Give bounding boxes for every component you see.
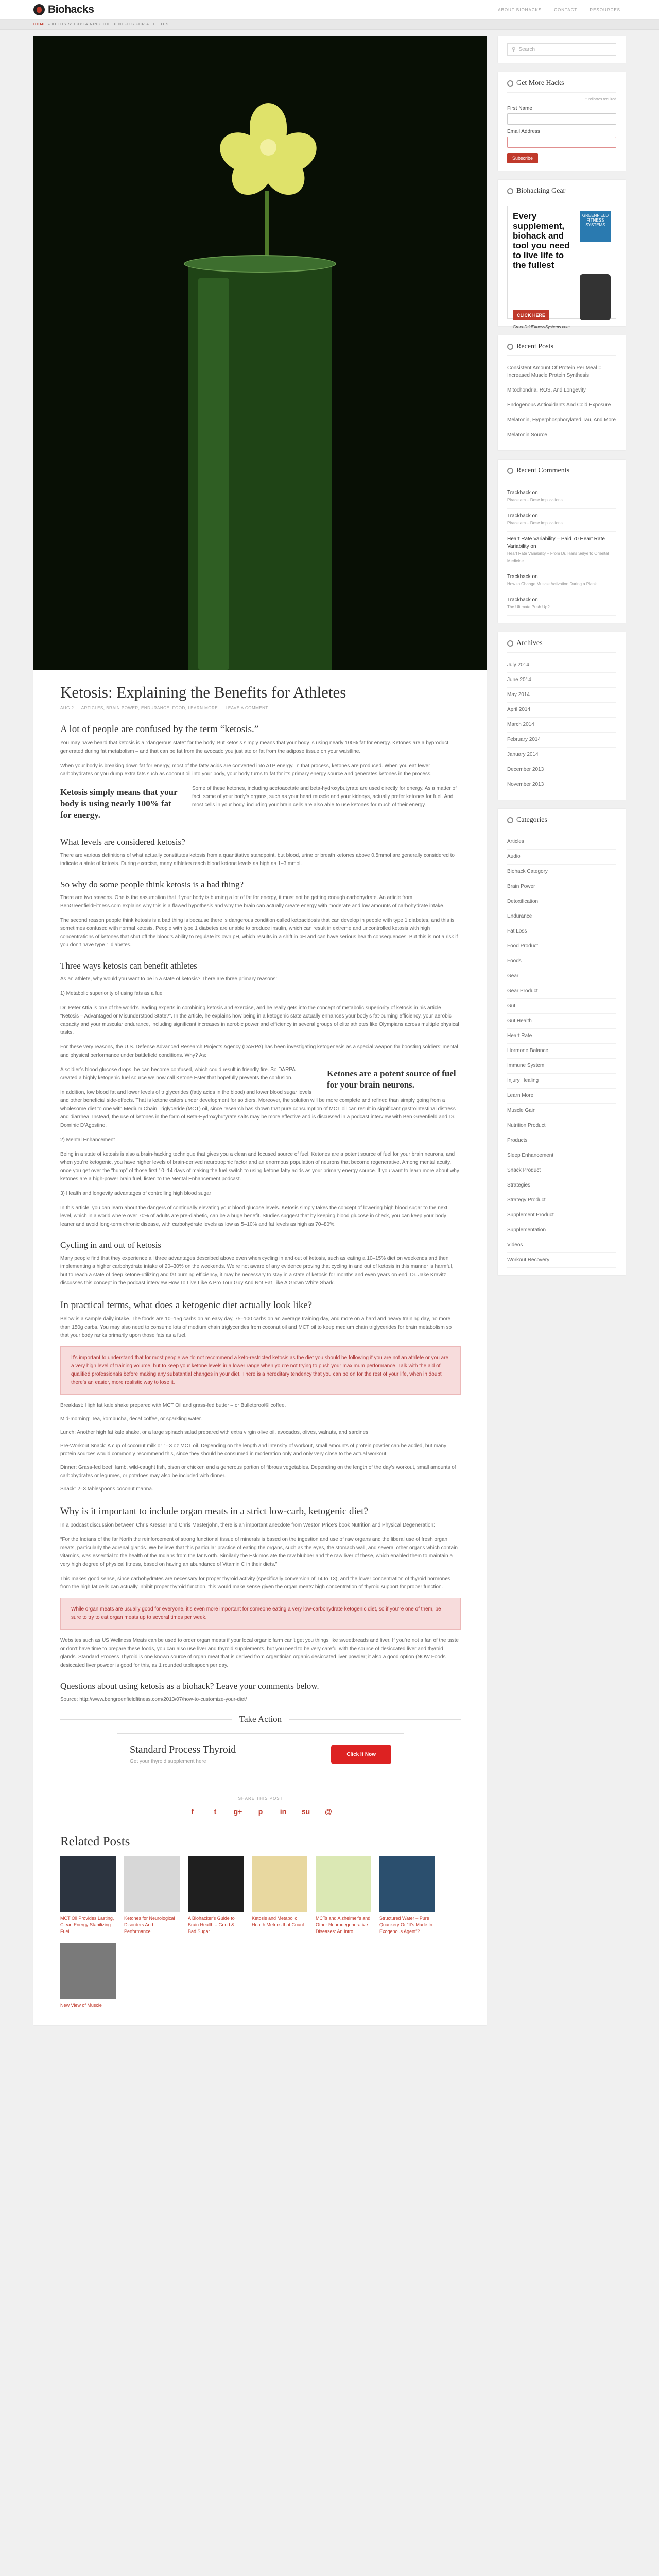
paragraph: 1) Metabolic superiority of using fats as a fuel (60, 991, 164, 996)
breadcrumb-current: KETOSIS: EXPLAINING THE BENEFITS FOR ATHLETES (51, 23, 169, 26)
gear-title-text: Biohacking Gear (516, 187, 566, 195)
meta-comments[interactable]: LEAVE A COMMENT (225, 706, 268, 710)
category-link[interactable]: Supplement Product (507, 1208, 616, 1223)
heading-practical: In practical terms, what does a ketogenic diet actually look like? (60, 1300, 313, 1311)
paragraph: There are two reasons. One is the assumption that if your body is burning a lot of fat for energy, it must not be getting enough carbohydrate. An article from BenGreenfieldFitness.com explains why this is a flawed hypothesis and why the brain can actually create energy with moderate and low amounts of carbohydrate intake. (60, 895, 445, 909)
paragraph: 2) Mental Enhancement (60, 1137, 115, 1143)
email-icon[interactable]: @ (325, 1807, 332, 1816)
email-field[interactable] (507, 137, 616, 148)
recent-comments-title (507, 467, 616, 480)
archive-link[interactable]: December 2013 (507, 762, 616, 777)
top-nav (498, 8, 620, 12)
flower-graphic (224, 103, 311, 191)
category-link[interactable]: Strategies (507, 1178, 616, 1193)
notice-box: While organ meats are usually good for everyone, it’s even more important for someone eating a very low-carbohydrate ketogenic diet, so if you’re one of them, be sure to try to eat organ meats up to several times per week. (60, 1598, 461, 1630)
recent-comments-list (507, 485, 616, 616)
comment-author: Trackback on (507, 513, 538, 519)
archives-title (507, 639, 616, 653)
archive-link[interactable]: June 2014 (507, 673, 616, 688)
email-label (507, 129, 616, 134)
category-link[interactable]: Articles (507, 835, 616, 850)
category-link[interactable]: Endurance (507, 909, 616, 924)
related-post[interactable] (188, 1856, 244, 1935)
related-thumbnail[interactable] (252, 1856, 307, 1912)
paragraph: “For the Indians of the far North the reinforcement of strong functional tissue of minerals is based on the ingestion and use of raw organs and the liberal use of fresh organ meats, particularly the adrenal glands. We believe that this particular practice of eating the organs, such as the eyes, the stomach wall, and several other organs which contain vitamins, was essential to the health of the Indians from the far North. Similarly the Eskimos ate the raw blubber and the raw liver of these, which enabled them to maintain a very high degree of physical fitness, based on having an abundance of Vitamin C in their diets.” (60, 1537, 458, 1567)
paragraph: When your body is breaking down fat for energy, most of the fatty acids are converted into ATP energy. In that process, ketones are produced. When you eat fewer carbohydrates or you dump extra fats such as coconut oil into your body, your body turns to fat for it’s primary energy source and generates ketones in the process. (60, 763, 432, 777)
meta-date: AUG 2 (60, 706, 74, 710)
product-title: Standard Process Thyroid (130, 1744, 236, 1755)
comment-author: Heart Rate Variability – Paid 70 Heart Rate Variability on (507, 536, 605, 549)
archive-link[interactable]: January 2014 (507, 748, 616, 762)
archive-link[interactable]: April 2014 (507, 703, 616, 718)
list-item: Mid-morning: Tea, kombucha, decaf coffee, or sparkling water. (60, 1416, 202, 1422)
mail-icon (507, 80, 513, 87)
category-link[interactable]: Strategy Product (507, 1193, 616, 1208)
paragraph: There are various definitions of what actually constitutes ketosis from a quantitative standpoint, but blood, urine or breath ketones above 0.5mmol are generally considered to indicate a state of ketosis. During exercise, many athletes reach blood ketone levels as high as 1–3 mmol. (60, 853, 455, 867)
paragraph: Being in a state of ketosis is also a brain-hacking technique that gives you a clean and focused source of fuel. Ketones are a potent source of fuel for your brain neurons, and when you’re ketogenic, you have higher levels of brain-derived neurotrophic factor and an enormous population of neurons that become regenerative. Among mental acuity, once you get over the “hump” of those first 10–14 days of making the fuel switch to using ketone fatty acids as your primary energy source. If you want to learn more about why ketones are a high-power brain fuel, listen to the Mental Enhancement podcast. (60, 1151, 459, 1182)
product-subtitle: Get your thyroid supplement here (130, 1759, 206, 1765)
category-link[interactable]: Food Product (507, 939, 616, 954)
heading-levels: What levels are considered ketosis? (60, 837, 185, 847)
category-link[interactable]: Brain Power (507, 879, 616, 894)
article-title: Ketosis: Explaining the Benefits for Athletes (60, 683, 346, 701)
ad-text: Every supplement, biohack and tool you need to live life to the fullest (513, 211, 570, 270)
paragraph: This makes good sense, since carbohydrates are necessary for proper thyroid activity (specifically conversion of T4 to T3), and the lower concentration of thyroid hormones from the high fat cells can actually inhibit proper thyroid function, this would make sense given the organ meats’ high concentration of thyroid support for proper function. (60, 1576, 450, 1590)
paragraph: Websites such as US Wellness Meats can be used to order organ meats if your local organic farm can’t get you things like sweetbreads and liver. If you’re not a fan of the taste or don’t have time to prepare these foods, you can also use liver and thyroid supplements, but you need to be very careful with the source of desiccated liver and thyroid glands. Standard Process Thyroid is one known source of organ meat that is derived from Argentinian organic desiccated liver powder; it also a good option (NOW Foods desiccated liver powder is good for this, as 1 rounded tablespoon per day. (60, 1638, 459, 1668)
email-label-text: Email Address (507, 129, 540, 134)
category-link[interactable]: Biohack Category (507, 865, 616, 879)
comment-post-link[interactable]: Piracetam – Dose implications (507, 498, 563, 502)
related-thumbnail[interactable] (379, 1856, 435, 1912)
archive-link[interactable]: February 2014 (507, 733, 616, 748)
archive-link[interactable]: May 2014 (507, 688, 616, 703)
take-action-label: Take Action (232, 1714, 289, 1724)
nav-contact[interactable]: CONTACT (554, 7, 578, 12)
take-action-section (60, 1714, 461, 1775)
list-item: Breakfast: High fat kale shake prepared with MCT Oil and grass-fed butter – or Bulletproof® coffee. (60, 1403, 286, 1409)
share-label: SHARE THIS POST (238, 1796, 283, 1801)
category-link[interactable]: Learn More (507, 1089, 616, 1104)
recent-posts-title (507, 343, 616, 356)
archive-link[interactable]: July 2014 (507, 658, 616, 673)
category-link[interactable]: Immune System (507, 1059, 616, 1074)
google-plus-icon[interactable]: g+ (233, 1807, 242, 1816)
list-item: Dinner: Grass-fed beef, lamb, wild-caught fish, bison or chicken and a generous portion of fibrous vegetables. Depending on the length of the day’s workout, small amounts of carbohydrates or legumes, or potatoes may also be included with dinner. (60, 1465, 456, 1479)
related-thumbnail[interactable] (188, 1856, 244, 1912)
hero-image (33, 36, 487, 670)
category-link[interactable]: Videos (507, 1238, 616, 1253)
search-placeholder: Search (518, 46, 535, 53)
list-item: Pre-Workout Snack: A cup of coconut milk or 1–3 oz MCT oil. Depending on the length and intensity of workout, small amounts of protein powder can be added, but many protein sources would commonly recommend this, since they should be consumed in moderation only and only very close to the actual workout. (60, 1443, 447, 1457)
archive-link[interactable]: November 2013 (507, 777, 616, 792)
category-link[interactable]: Sleep Enhancement (507, 1148, 616, 1163)
related-post[interactable] (252, 1856, 307, 1935)
gear-widget (498, 180, 626, 329)
related-grid (60, 1856, 461, 2009)
subscribe-button[interactable]: Subscribe (507, 153, 538, 163)
related-title: Related Posts (60, 1835, 130, 1849)
search-icon: ⚲ (512, 46, 516, 53)
recent-post-link[interactable]: Consistent Amount Of Protein Per Meal = Increased Muscle Protein Synthesis (507, 361, 616, 383)
newsletter-title (507, 79, 616, 93)
pullquote: Ketosis simply means that your body is using nearly 100% fat for energy. (60, 787, 178, 820)
paragraph: In addition, low blood fat and lower levels of triglycerides (fatty acids in the blood) and lower blood sugar levels and other beneficial side-effects. That is ketone esters under development for soldiers. Moreover, the solution will be more complete and refined than simply going from a wholesome diet to one with Medium Chain Triglyceride (MCT) oil, since research has shown that pure consumption of MCT oil can result in significant gastrointestinal distress and diarrhea. Instead, the use of ketones in the form of Beta-Hydroxybutyrate salts may be more effective and is discussed in a podcast interview with Ben Greenfield and Dr. Dominic D’Agostino. (60, 1090, 456, 1128)
first-name-label (507, 106, 616, 111)
comment-author: Trackback on (507, 597, 538, 603)
related-post[interactable] (60, 1856, 116, 1935)
related-title-link[interactable]: Ketosis and Metabolic Health Metrics that Count (252, 1916, 304, 1927)
category-link[interactable]: Snack Product (507, 1163, 616, 1178)
required-note: * indicates required (585, 98, 616, 101)
product-box (117, 1733, 404, 1775)
paragraph: In this article, you can learn about the dangers of continually elevating your blood glucose levels. Ketosis simply takes the concept of lowering high blood sugar to the next level, which in a world where over 70% of adults are pre-diabetic, can be a huge benefit. Studies suggest that by keeping blood glucose in check, you can keep your body leaner and avoid long-term chronic disease, with carbohydrate levels as low as 5–10% and fat levels as high as 70–80%. (60, 1205, 448, 1227)
share-section (60, 1796, 461, 1816)
heading-cycling: Cycling in and out of ketosis (60, 1240, 161, 1250)
pullquote: Ketones are a potent source of fuel for your brain neurons. (327, 1069, 456, 1090)
paragraph: In a podcast discussion between Chris Kresser and Chris Masterjohn, there is an important anecdote from Weston Price’s book Nutrition and Physical Degeneration: (60, 1522, 435, 1528)
breadcrumb-home[interactable]: HOME (33, 23, 46, 26)
document-icon (507, 344, 513, 350)
article-meta (60, 706, 461, 710)
breadcrumb-bar (0, 20, 659, 30)
related-thumbnail[interactable] (316, 1856, 371, 1912)
gear-ad-banner[interactable] (507, 206, 616, 329)
related-title-link[interactable]: Structured Water – Pure Quackery Or “It’s Made In Exogenous Agent”? (379, 1916, 432, 1934)
archives-widget (498, 632, 626, 800)
related-post[interactable] (60, 1943, 116, 2009)
archive-link[interactable]: March 2014 (507, 718, 616, 733)
related-title-link[interactable]: MCT Oil Provides Lasting, Clean Energy Stabilizing Fuel (60, 1916, 114, 1934)
category-link[interactable]: Detoxification (507, 894, 616, 909)
logo-icon (33, 4, 45, 15)
heading-questions: Questions about using ketosis as a biohack? Leave your comments below. (60, 1681, 319, 1691)
recent-post-link[interactable]: Endogenous Antioxidants And Cold Exposure (507, 398, 616, 413)
first-name-label-text: First Name (507, 106, 532, 111)
related-title-link[interactable]: MCTs and Alzheimer's and Other Neurodegenerative Diseases: An Intro (316, 1916, 371, 1934)
recent-post-link[interactable]: Melatonin Source (507, 428, 616, 443)
related-title-link[interactable]: Ketones for Neurological Disorders And Performance (124, 1916, 175, 1934)
heading-three-ways: Three ways ketosis can benefit athletes (60, 961, 197, 971)
newsletter-widget (498, 72, 626, 171)
related-title-link[interactable]: A Biohacker's Guide to Brain Health – Good & Bad Sugar (188, 1916, 235, 1934)
ad-product-image (580, 274, 611, 320)
category-link[interactable]: Supplementation (507, 1223, 616, 1238)
nav-resources[interactable]: RESOURCES (589, 7, 620, 12)
list-item: Lunch: Another high fat kale shake, or a large spinach salad prepared with extra virgin olive oil, avocados, olives, walnuts, and sardines. (60, 1430, 370, 1435)
pinterest-icon[interactable]: p (258, 1807, 263, 1816)
related-post[interactable] (316, 1856, 371, 1935)
category-link[interactable]: Products (507, 1133, 616, 1148)
list-item: Snack: 2–3 tablespoons coconut manna. (60, 1486, 153, 1492)
paragraph: As an athlete, why would you want to be in a state of ketosis? There are three primary reasons: (60, 976, 278, 982)
related-thumbnail[interactable] (124, 1856, 180, 1912)
comment-item[interactable] (507, 485, 616, 509)
ad-logo: GREENFIELD FITNESS SYSTEMS (580, 211, 611, 242)
comment-item[interactable] (507, 532, 616, 569)
comment-item[interactable] (507, 509, 616, 532)
click-it-now-button[interactable]: Click It Now (331, 1745, 391, 1764)
categories-widget (498, 809, 626, 1275)
site-logo[interactable] (33, 4, 94, 16)
categories-title-text: Categories (516, 816, 547, 824)
twitter-icon[interactable]: t (214, 1807, 217, 1816)
paragraph: Some of these ketones, including acetoacetate and beta-hydroxybutyrate are used directly for energy. As a matter of fact, some of your body’s organs, such as your heart muscle and your kidneys, actually prefer ketones for fuel. And most cells in your body, including your brain cells are also able to use ketones for much of their energy. (192, 786, 457, 808)
sidebar (498, 36, 626, 1284)
comment-post-link[interactable]: Heart Rate Variability – From Dr. Hans Selye to Oriental Medicine (507, 551, 609, 563)
category-link[interactable]: Fat Loss (507, 924, 616, 939)
recent-posts-widget (498, 335, 626, 450)
newsletter-title-text: Get More Hacks (516, 79, 564, 87)
paragraph: You may have heard that ketosis is a “dangerous state” for the body. But ketosis simply means that your body is using nearly 100% fat for energy. Ketones are a byproduct generated during fat metabolism – and that can be fat from the avocado you just ate or fat from the adipose tissue on your waistline. (60, 740, 449, 754)
recent-post-link[interactable]: Mitochondria, ROS, And Longevity (507, 383, 616, 398)
category-link[interactable]: Injury Healing (507, 1074, 616, 1089)
category-link[interactable]: Heart Rate (507, 1029, 616, 1044)
share-icons (60, 1807, 461, 1816)
related-thumbnail[interactable] (60, 1943, 116, 1999)
ad-click-button[interactable]: CLICK HERE (513, 310, 549, 320)
recent-posts-title-text: Recent Posts (516, 343, 553, 350)
comment-item[interactable] (507, 592, 616, 616)
category-link[interactable]: Nutrition Product (507, 1118, 616, 1133)
category-link[interactable]: Gut (507, 999, 616, 1014)
breadcrumb (33, 20, 626, 26)
linkedin-icon[interactable]: in (280, 1807, 287, 1816)
comment-post-link[interactable]: Piracetam – Dose implications (507, 521, 563, 526)
paragraph: For these very reasons, the U.S. Defense Advanced Research Projects Agency (DARPA) has been investigating ketogenesis as a special weapon for boosting soldiers’ mental and physical performance under battlefield conditions. Why? As: (60, 1044, 458, 1058)
search-input[interactable] (507, 43, 616, 56)
paragraph: Dr. Peter Attia is one of the world’s leading experts in combining ketosis and exercise, and he really gets into the concept of metabolic superiority of ketosis in his article “Ketosis – Advantaged or Misunderstood State?”. In the article, he explains how being in a ketogenic state actually enhances your body’s fat-burning efficiency, your aerobic capacity and your muscular endurance, including significant increases in aerobic power and efficiency in several groups of elite athletes like Olympians across multiple physical tasks. (60, 1005, 459, 1036)
meta-categories[interactable]: ARTICLES, BRAIN POWER, ENDURANCE, FOOD, LEARN MORE (81, 706, 218, 710)
heading-confused: A lot of people are confused by the term “ketosis.” (60, 724, 259, 735)
breadcrumb-separator: » (47, 23, 50, 26)
related-post[interactable] (124, 1856, 180, 1935)
related-thumbnail[interactable] (60, 1856, 116, 1912)
source-link[interactable]: Source: http://www.bengreenfieldfitness.com/2013/07/how-to-customize-your-diet/ (60, 1697, 247, 1702)
recent-comments-widget (498, 460, 626, 623)
facebook-icon[interactable]: f (191, 1807, 194, 1816)
categories-list (507, 835, 616, 1268)
category-link[interactable]: Gear (507, 969, 616, 984)
meal-list (60, 1402, 461, 1494)
archives-title-text: Archives (516, 639, 543, 647)
ad-url: GreenfieldFitnessSystems.com (513, 325, 570, 329)
top-bar (0, 0, 659, 20)
nav-about[interactable]: ABOUT BIOHACKS (498, 7, 542, 12)
first-name-field[interactable] (507, 113, 616, 125)
paragraph: 3) Health and longevity advantages of controlling high blood sugar (60, 1191, 211, 1196)
category-link[interactable]: Workout Recovery (507, 1253, 616, 1268)
category-link[interactable]: Audio (507, 850, 616, 865)
paragraph: The second reason people think ketosis is a bad thing is because there is dangerous condition called ketoacidosis that can develop in people with type 1 diabetes, and this is sometimes confused with normal ketosis. People with type 1 diabetes are unable to produce insulin, which can result in extreme and uncontrolled ketosis with high concentrations of ketones that shut off the blood’s ability to regulate its own pH, which results in a shift in pH and can have serious health consequences. But this is not a risk if you don’t have type 1 diabetes. (60, 918, 458, 948)
article-content (33, 670, 487, 2025)
related-post[interactable] (379, 1856, 435, 1935)
recent-post-link[interactable]: Melatonin, Hyperphosphorylated Tau, And More (507, 413, 616, 428)
notice-box: It’s important to understand that for most people we do not recommend a keto-restricted ketosis as the diet you should be following if you are not an athlete or you are a very high level of training volume, but to keep your ketone levels in a lower range when you’re not trying to push your maximum performance. Talk with the aid of qualified professionals before making any substantial changes in your diet. There is a hereditary tendency that you can be on for the rest of your life, when in doubt there’s an easier, more realistic way to lose it. (60, 1346, 461, 1395)
category-link[interactable]: Gear Product (507, 984, 616, 999)
related-posts (60, 1835, 461, 2009)
heading-organ: Why is it important to include organ meats in a strict low-carb, ketogenic diet? (60, 1506, 368, 1517)
category-link[interactable]: Muscle Gain (507, 1104, 616, 1118)
comment-icon (507, 468, 513, 474)
stumbleupon-icon[interactable]: su (301, 1807, 310, 1816)
comment-author: Trackback on (507, 574, 538, 580)
categories-title (507, 816, 616, 829)
paragraph: Many people find that they experience all three advantages described above even when cycling in and out of ketosis, such as eating a 10–15% diet on weekends and then implementing a higher carbohydrate intake of 20–30% on the weekends. We’re not aware of any evidence proving that cycling in and out of ketosis in this manner is harmful, but to reach a state of deep ketone-utilizing and fat burning efficiency, it may be necessary to stay in a state of ketosis for months and even years on end. Dr. Jake Kravitz discusses this concept in the podcast interview How To Live Like A Pro Tour Guy And Not Eat Like A Grown White Shark. (60, 1256, 454, 1286)
category-link[interactable]: Hormone Balance (507, 1044, 616, 1059)
archives-list (507, 658, 616, 792)
comment-post-link[interactable]: The Ultimate Push Up? (507, 605, 550, 609)
paragraph: A soldier’s blood glucose drops, he can become confused, which could result in friendly fire. So DARPA created a highly ketogenic fuel source we now call Ketone Ester that hopefully prevents the confusion. (60, 1067, 296, 1081)
folder-icon (507, 817, 513, 823)
heading-why-bad: So why do some people think ketosis is a bad thing? (60, 879, 244, 889)
related-title-link[interactable]: New View of Muscle (60, 2003, 102, 2008)
recent-comments-title-text: Recent Comments (516, 467, 570, 474)
gear-icon (507, 188, 513, 194)
logo-text: Biohacks (48, 4, 94, 15)
archive-icon (507, 640, 513, 647)
category-link[interactable]: Foods (507, 954, 616, 969)
main-column (33, 36, 487, 2025)
required-note-row (507, 98, 616, 101)
search-widget (498, 36, 626, 63)
comment-author: Trackback on (507, 490, 538, 496)
gear-title (507, 187, 616, 200)
recent-posts-list (507, 361, 616, 443)
comment-post-link[interactable]: How to Change Muscle Activation During a Plank (507, 582, 597, 586)
paragraph: Below is a sample daily intake. The foods are 10–15g carbs on an easy day, 75–100 carbs on an average training day, and more on a hard and heavy training day, no more than 150g carbs. You may also need to consume lots of medium chain triglycerides from coconut oil and MCT oil to keep medium chain triglycerides for brain metabolism so that your body ranks primarily upon those fats as a fuel. (60, 1316, 452, 1338)
category-link[interactable]: Gut Health (507, 1014, 616, 1029)
comment-item[interactable] (507, 569, 616, 592)
